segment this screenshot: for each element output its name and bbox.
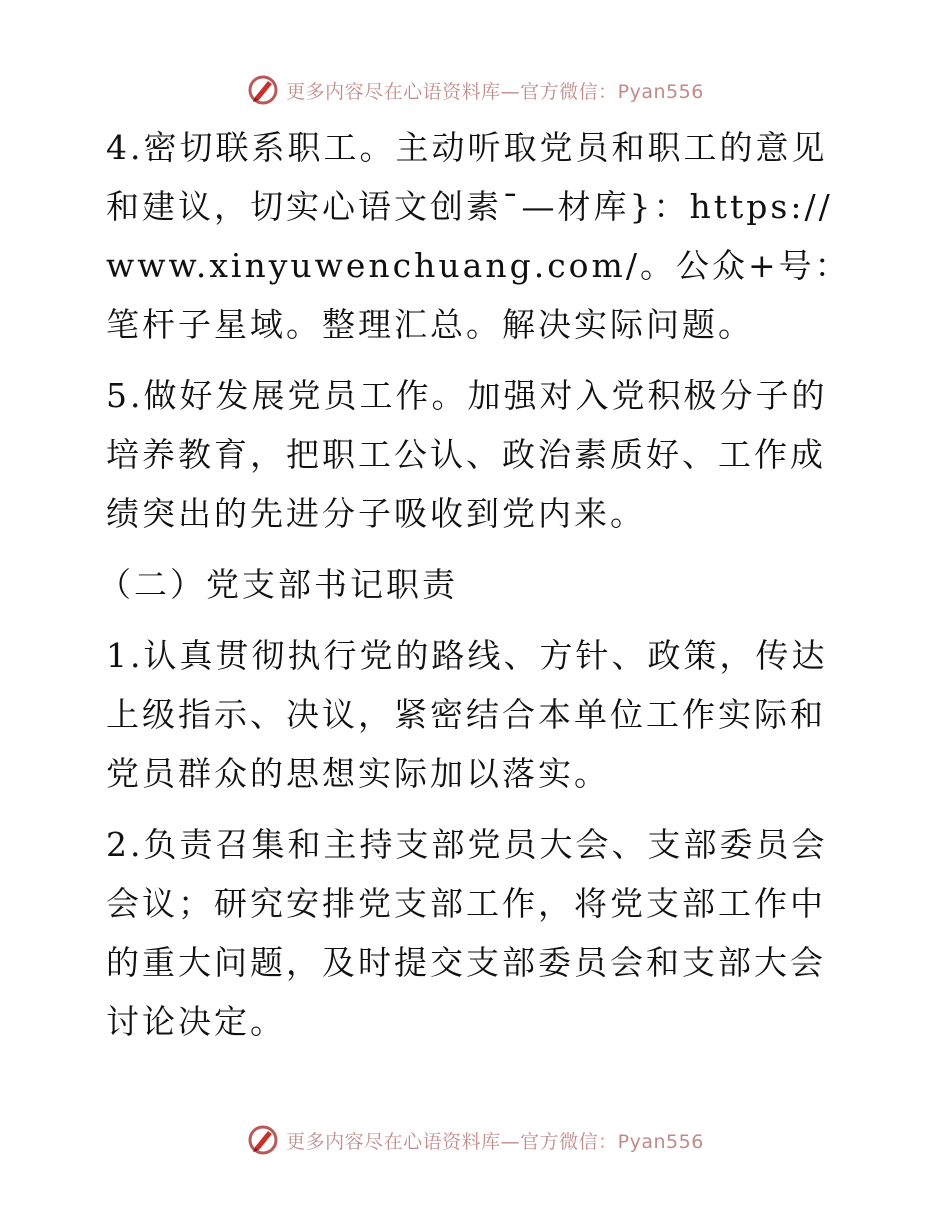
header-watermark-banner xyxy=(0,70,950,110)
footer-watermark-banner xyxy=(0,1120,950,1160)
pen-logo-icon xyxy=(246,73,280,107)
paragraph-implement-policy: 1.认真贯彻执行党的路线、方针、政策，传达上级指示、决议，紧密结合本单位工作实际和党员群众的思想实际加以落实。 xyxy=(106,636,828,793)
document-body xyxy=(98,118,858,1063)
paragraph-convene-meetings: 2.负责召集和主持支部党员大会、支部委员会会议；研究安排党支部工作，将党支部工作中的重大问题，及时提交支部委员会和支部大会讨论决定。 xyxy=(106,825,828,1041)
header-watermark-text: 更多内容尽在心语资料库—官方微信：Pyan556 xyxy=(286,80,704,103)
pen-logo-icon xyxy=(246,1123,280,1157)
footer-watermark-text: 更多内容尽在心语资料库—官方微信：Pyan556 xyxy=(286,1130,704,1153)
paragraph-develop-members: 5.做好发展党员工作。加强对入党积极分子的培养教育，把职工公认、政治素质好、工作成绩突出的先进分子吸收到党内来。 xyxy=(106,376,828,533)
paragraph-contact-staff: 4.密切联系职工。主动听取党员和职工的意见和建议，切实心语文创素¯—材库}：https://www.xinyuwenchuang.com/。公众+号：笔杆子星域。整理汇总。解决实际问题。 xyxy=(106,128,851,344)
section-heading-secretary-duties: （二）党支部书记职责 xyxy=(98,565,458,604)
